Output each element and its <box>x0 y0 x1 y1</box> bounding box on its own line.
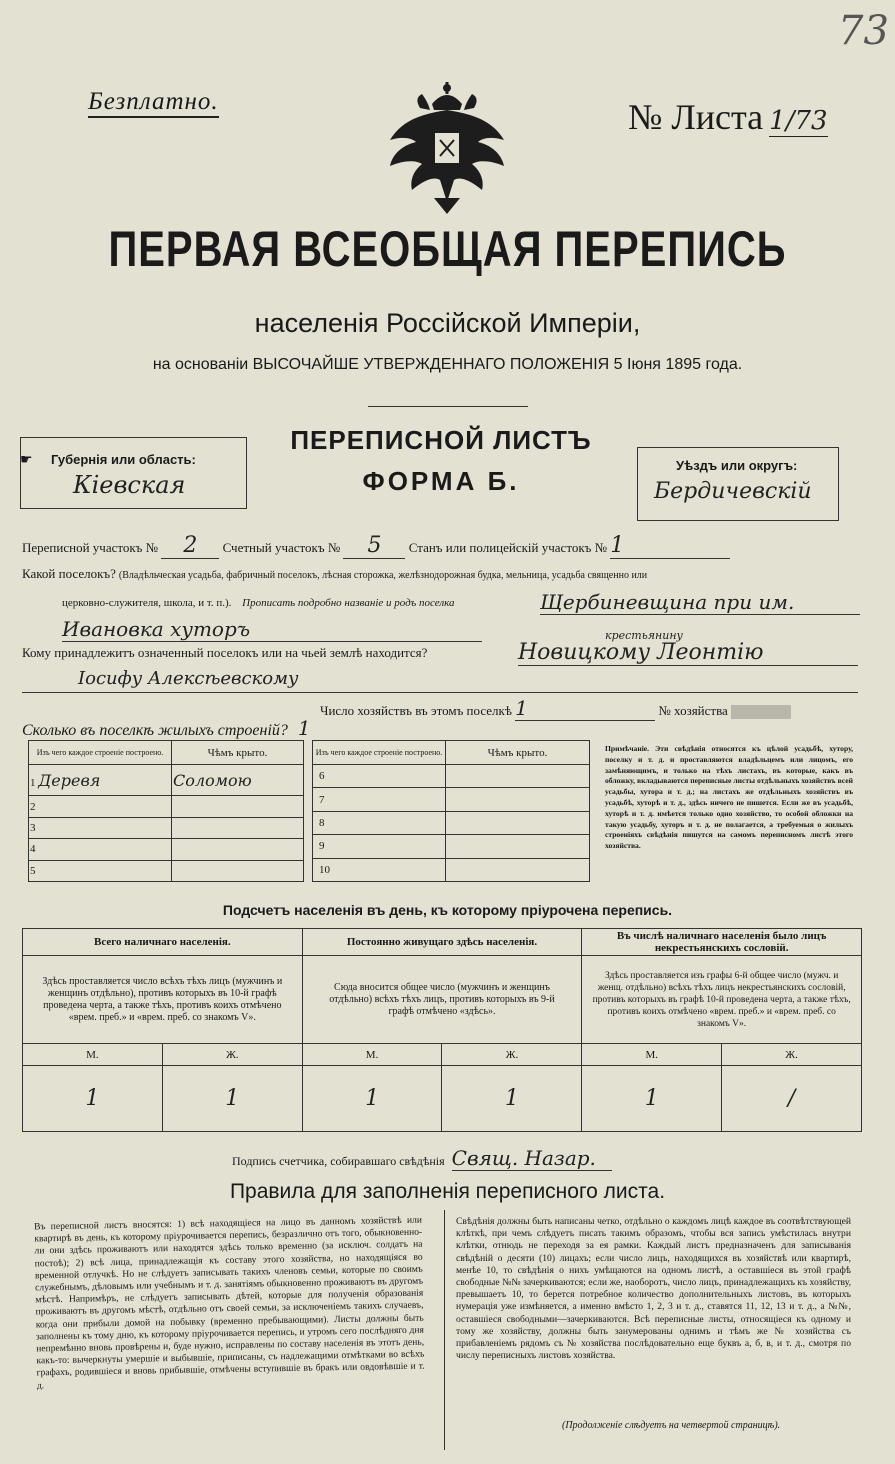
permanent-population-instruction: Сюда вносится общее число (мужчинъ и женщинъ отдѣльно) всѣхъ тѣхъ лицъ, противъ которыхъ въ 9-й графѣ отмѣчено «здѣсь». <box>302 956 582 1044</box>
non-peasant-instruction: Здѣсь проставляется изъ графы 6-й общее число (мужч. и женщ. отдѣльно) всѣхъ тѣхъ лицъ некрестьянскихъ сословій, противъ которыхъ въ графѣ 10-й проведена черта, а также тѣхъ, противъ коихъ отмѣчено «врем. преб.» и «врем. преб. со знакомъ V». <box>582 956 862 1044</box>
row-number: 1 <box>30 776 36 789</box>
rules-title: Правила для заполненія переписного листа. <box>229 1180 666 1203</box>
material-header: Изъ чего каждое строеніе построено. <box>313 741 446 765</box>
non-peasant-male-value: 1 <box>582 1066 722 1132</box>
sheet-number-field <box>628 96 828 138</box>
count-label: Счетный участокъ № <box>222 540 341 555</box>
building-row <box>313 788 590 811</box>
female-header: Ж. <box>162 1044 302 1066</box>
imperial-eagle-emblem <box>382 80 512 215</box>
row-number: 3 <box>29 817 172 838</box>
male-header: М. <box>302 1044 442 1066</box>
row-number: 4 <box>29 839 172 860</box>
settlement-value-2: Ивановка хуторъ <box>62 617 482 642</box>
owner-line <box>22 692 858 693</box>
households-label: Число хозяйствъ въ этомъ поселкѣ <box>320 703 512 718</box>
material-value: Деревя <box>38 770 101 790</box>
row-number: 2 <box>29 796 172 817</box>
row-number: 6 <box>313 765 446 788</box>
uezd-label: Уѣздъ или округъ: <box>676 458 798 473</box>
settlement-hint-2: церковно-служителя, школа, и т. п.). <box>62 597 232 609</box>
population-title: Подсчетъ населенія въ день, къ которому пріурочена перепись. <box>222 902 673 918</box>
sheet-title: ПЕРЕПИСНОЙ ЛИСТЪ <box>290 425 592 455</box>
rules-right-column: Свѣдѣнія должны быть написаны четко, отдѣльно о каждомъ лицѣ каждое въ соотвѣтствующей клѣткѣ, при чемъ слѣдуетъ писать такимъ образомъ, чтобы вся запись умѣстилась внутри клѣтки, отнюдь не переходя за ея рамки. Каждый листъ предназначенъ для записыванія свѣдѣній о десяти (10) лицахъ; если число лицъ, находящихся въ хозяйствѣ или квартирѣ, менѣе 10, то свѣдѣнія о нихъ умѣщаются на одномъ листѣ, а оставшіеся въ этой графѣ свободные №№ зачеркиваются; если же, наоборотъ, число лицъ, принадлежащихъ къ хозяйству, превышаетъ 10, то берется потребное количество дополнительныхъ листовъ, въ которыхъ нумерація уже измѣняется, а именно вмѣсто 1, 2, 3 и т. д., ставятся 11, 12, 13 и т. д., а №№, оставшіеся свободными—зачеркиваются. Всѣ переписные листы, относящіеся къ одному и тому же хозяйству, должны быть занумерованы однимъ и тѣмъ же № хозяйства съ прибавленіемъ рядомъ съ № хозяйства послѣдовательно еще буквъ а, б, в, и т. д., смотря по числу переписныхъ листовъ хозяйства. <box>456 1216 851 1362</box>
sheet-number-label: № Листа <box>628 97 764 137</box>
owner-label: Кому принадлежитъ означенный поселокъ или на чьей землѣ находится? <box>22 645 428 660</box>
district-value: 2 <box>161 533 219 559</box>
building-row <box>29 817 304 838</box>
buildings-table-right <box>312 740 590 882</box>
households-row <box>320 696 791 721</box>
settlement-label: Какой поселокъ? <box>22 566 116 581</box>
building-row <box>313 811 590 834</box>
building-row <box>313 765 590 788</box>
count-value: 5 <box>343 533 405 559</box>
total-male-value: 1 <box>23 1066 163 1132</box>
permanent-female-value: 1 <box>442 1066 582 1132</box>
signature-value: Свящ. Назар. <box>452 1146 612 1171</box>
archive-page-number: 73 <box>838 8 889 54</box>
building-row <box>29 765 304 796</box>
roof-value: Соломою <box>172 765 304 796</box>
sheet-number-value: 1/73 <box>769 106 828 136</box>
owner-value: Новицкому Леонтію <box>518 640 858 666</box>
uezd-value: Бердичевскій <box>654 479 812 504</box>
signature-row <box>232 1146 612 1171</box>
main-title: ПЕРВАЯ ВСЕОБЩАЯ ПЕРЕПИСЬ <box>108 222 787 278</box>
rules-left-column: Въ переписной листъ вносятся: 1) всѣ находящіеся на лицо въ данномъ хозяйствѣ или квартирѣ въ день, къ которому пріурочивается перепись, безразлично отъ того, обыкновенно-ли они здѣсь проживаютъ или находятся здѣсь только временно (за исключ. солдатъ на постоѣ); 2) всѣ лица, принадлежащія къ составу этого хозяйства, но находящіяся во временной отлучкѣ. Но не слѣдуетъ записывать такихъ членовъ семьи, которые по своимъ служебнымъ, дѣловымъ или учебнымъ и т. д. занятіямъ обыкновенно проживаютъ въ другомъ мѣстѣ. Напримѣръ, не слѣдуетъ записывать дѣтей, которые для полученія образованія проживаютъ въ другомъ мѣстѣ, отдѣльно отъ своей семьи, за исключеніемъ такихъ случаевъ, когда они прибыли домой на побывку (временно пребывающими). Листы должны быть заполнены къ тому дню, къ которому пріурочивается перепись, и утромъ сего послѣдняго дня непремѣнно вновь провѣрены и, буде нужно, исправлены по составу населенія въ этотъ день, какъ-то: вычеркнуты умершіе и выбывшіе, приписаны, съ надлежащими отмѣтками во всѣхъ графахъ, родившіеся и вновь прибывшіе, отмѣчены вступившіе въ бракъ или овдовѣвшіе и т. д. <box>33 1214 425 1392</box>
pointing-hand-icon: ☛ <box>20 453 33 468</box>
settlement-instruction: Прописать подробно названіе и родъ поселка <box>242 597 455 609</box>
settlement-value: Щербиневщина при им. <box>540 590 860 615</box>
gubernia-value: Кіевская <box>73 471 186 499</box>
uezd-box <box>637 447 839 521</box>
stan-value: 1 <box>610 533 730 559</box>
female-header: Ж. <box>442 1044 582 1066</box>
permanent-male-value: 1 <box>302 1066 442 1132</box>
signature-label: Подпись счетчика, собиравшаго свѣдѣнія <box>232 1154 445 1168</box>
male-header: М. <box>23 1044 163 1066</box>
buildings-table-left <box>28 740 304 882</box>
note-title: Примѣчаніе. <box>605 744 650 753</box>
total-female-value: 1 <box>162 1066 302 1132</box>
building-row <box>313 835 590 858</box>
form-title: ФОРМА Б. <box>362 466 520 496</box>
household-number-redacted <box>731 705 791 719</box>
row-number: 8 <box>313 811 446 834</box>
legal-basis: на основаніи ВЫСОЧАЙШЕ УТВЕРЖДЕННАГО ПОЛОЖЕНІЯ 5 Іюня 1895 года. <box>152 356 743 373</box>
male-header: М. <box>582 1044 722 1066</box>
dwellings-label: Сколько въ поселкѣ жилыхъ строеній? <box>22 722 288 739</box>
dwellings-value: 1 <box>297 716 311 740</box>
total-population-instruction: Здѣсь проставляется число всѣхъ тѣхъ лицъ (мужчинъ и женщинъ отдѣльно), противъ которыхъ въ 10-й графѣ проведена черта, а также тѣхъ, противъ коихъ отмѣчено «врем. преб.» и «врем. преб. со знакомъ V». <box>23 956 303 1044</box>
free-label: Безплатно. <box>88 88 219 118</box>
owner-value-2: Іосифу Алексѣевскому <box>78 668 299 689</box>
note-text: Эти свѣдѣнія относятся къ цѣлой усадьбѣ, хутору, поселку и т. д. и проставляются владѣльцемъ или лицомъ, его замѣняющимъ, и только на тѣхъ листахъ, въ которые, какъ въ обложку, вкладываются переписные листы отдѣльныхъ хозяйствъ всей усадьбы, хутора и т. д.; на листахъ же отдѣльныхъ хозяйствъ въ усадьбѣ, хуторѣ и т. д., здѣсь ничего не пишется. Если же въ усадьбѣ, хуторѣ и т. д. имѣется только одно хозяйство, то особой обложки на такую усадьбу, хуторъ и т. д. не полагается, а требуемыя о жилыхъ строеніяхъ свѣдѣнія пишутся на самомъ переписномъ листѣ этого хозяйства. <box>605 744 853 851</box>
row-number: 5 <box>29 860 172 881</box>
non-peasant-header: Въ числѣ наличнаго населенія было лицъ некрестьянскихъ сословій. <box>582 929 862 956</box>
total-population-header: Всего наличнаго населенія. <box>23 929 303 956</box>
row-number: 10 <box>313 858 446 881</box>
building-row <box>313 858 590 881</box>
gubernia-box <box>20 437 247 509</box>
gubernia-label: Губернія или область: <box>51 452 196 467</box>
stan-label: Станъ или полицейскій участокъ № <box>408 540 608 555</box>
population-table <box>22 928 862 1132</box>
buildings-note <box>605 744 853 852</box>
building-row <box>29 839 304 860</box>
row-number: 7 <box>313 788 446 811</box>
household-number-label: № хозяйства <box>658 703 728 718</box>
rules-continued: (Продолженіе слѣдуетъ на четвертой страницѣ). <box>562 1420 781 1431</box>
female-header: Ж. <box>722 1044 862 1066</box>
form-title-block <box>245 425 637 497</box>
building-row <box>29 796 304 817</box>
district-row <box>22 533 882 559</box>
district-label: Переписной участокъ № <box>22 540 159 555</box>
title-divider <box>368 406 528 407</box>
non-peasant-female-value: / <box>722 1066 862 1132</box>
settlement-hint: (Владѣльческая усадьба, фабричный поселокъ, лѣсная сторожка, желѣзнодорожная будка, мельница, усадьба священно или <box>118 570 648 581</box>
subtitle: населенія Россійской Имперіи, <box>254 308 641 338</box>
building-row <box>29 860 304 881</box>
roof-header: Чѣмъ крыто. <box>172 741 304 765</box>
rules-divider <box>444 1210 446 1450</box>
households-value: 1 <box>515 696 655 721</box>
material-header: Изъ чего каждое строеніе построено. <box>29 741 172 765</box>
dwellings-row <box>22 716 311 740</box>
settlement-row <box>22 566 882 582</box>
settlement-row-2 <box>62 597 455 609</box>
roof-header: Чѣмъ крыто. <box>446 741 590 765</box>
owner-extra: крестьянину <box>605 629 683 642</box>
row-number: 9 <box>313 835 446 858</box>
permanent-population-header: Постоянно живущаго здѣсь населенія. <box>302 929 582 956</box>
